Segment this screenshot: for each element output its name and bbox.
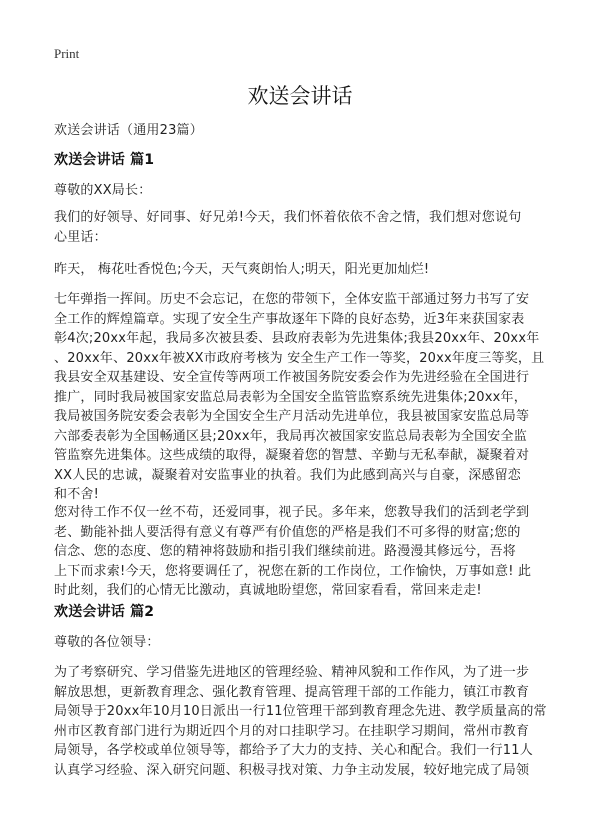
text-line: 昨天， 梅花吐香悦色;今天，天气爽朗怡人;明天，阳光更加灿烂! [54,262,430,277]
text-line: 我局被国务院安委会表彰为全国安全生产月活动先进单位，我县被国家安监总局等 [54,409,530,424]
text-line: 我县安全双基建设、安全宣传等两项工作被国务院安委会作为先进经验在全国进行 [54,370,530,385]
text-line: 我们的好领导、好同事、好兄弟!今天，我们怀着依依不舍之情，我们想对您说句 [54,210,522,225]
text-line: 七年弹指一挥间。历史不会忘记，在您的带领下，全体安监干部通过努力书写了安 [54,292,530,307]
text-line: 彰4次;20xx年起，我局多次被县委、县政府表彰为先进集体;我县20xx年、20xx年 [54,331,540,346]
text-line: 局领导，各学校或单位领导等，都给予了大力的支持、关心和配合。我们一行11人 [54,743,533,758]
text-line: 为了考察研究、学习借鉴先进地区的管理经验、精神风貌和工作作风，为了进一步 [54,665,530,680]
page-title: 欢送会讲话 [247,84,353,108]
text-line: XX人民的忠诚，凝聚着对安监事业的执着。我们为此感到高兴与自豪，深感留恋 [54,467,522,483]
section-1-paragraph-2 [54,260,554,280]
text-line: 认真学习经验、深入研究问题、积极寻找对策、力争主动发展，较好地完成了局领 [54,762,530,778]
text-line: 全工作的辉煌篇章。实现了安全生产事故逐年下降的良好态势，近3年来获国家表 [54,311,525,327]
text-line: 心里话： [54,229,107,245]
text-line: 管监察先进集体。这些成绩的取得，凝聚着您的智慧、辛勤与无私奉献，凝聚着对 [54,448,530,463]
section-2-greeting: 尊敬的各位领导： [54,635,160,650]
section-2-heading: 欢送会讲话 篇2 [54,604,155,620]
section-1-greeting: 尊敬的XX局长： [54,183,152,198]
section-2-paragraph-1 [54,663,554,780]
section-1-paragraph-3 [54,290,554,505]
section-1-paragraph-1 [54,208,554,247]
section-1-paragraph-4 [54,503,554,601]
text-line: 信念、您的态度、您的精神将鼓励和指引我们继续前进。路漫漫其修远兮，吾将 [54,544,517,559]
print-link[interactable]: Print [54,46,80,61]
text-line: 局领导于20xx年10月10日派出一行11位管理干部到教育理念先进、教学质量高的常 [54,704,547,719]
text-line: 解放思想，更新教育理念、强化教育管理、提高管理干部的工作能力，镇江市教育 [54,684,530,700]
text-line: 时此刻，我们的心情无比激动，真诚地盼望您，常回家看看，常回来走走! [54,583,482,598]
text-line: 和不舍! [54,487,100,502]
text-line: 老、勤能补拙人要活得有意义有尊严有价值您的严格是我们不可多得的财富;您的 [54,524,521,540]
text-line: 六部委表彰为全国畅通区县;20xx年，我局再次被国家安监总局表彰为全国安全监 [54,428,527,444]
text-line: 州市区教育部门进行为期近四个月的对口挂职学习。在挂职学习期间，常州市教育 [54,723,530,739]
text-line: 您对待工作不仅一丝不苟，还爱同事，视子民。多年来，您教导我们的活到老学到 [54,505,530,520]
text-line: 推广，同时我局被国家安监总局表彰为全国安全监管监察系统先进集体;20xx年， [54,389,527,405]
text-line: 上下而求索!今天，您将要调任了，祝您在新的工作岗位，工作愉快，万事如意! 此 [54,563,532,579]
section-1-heading: 欢送会讲话 篇1 [54,152,155,168]
text-line: 、20xx年、20xx年被XX市政府考核为 安全生产工作一等奖，20xx年度三等奖，且 [54,350,545,366]
document-subtitle: 欢送会讲话（通用23篇） [54,123,203,138]
